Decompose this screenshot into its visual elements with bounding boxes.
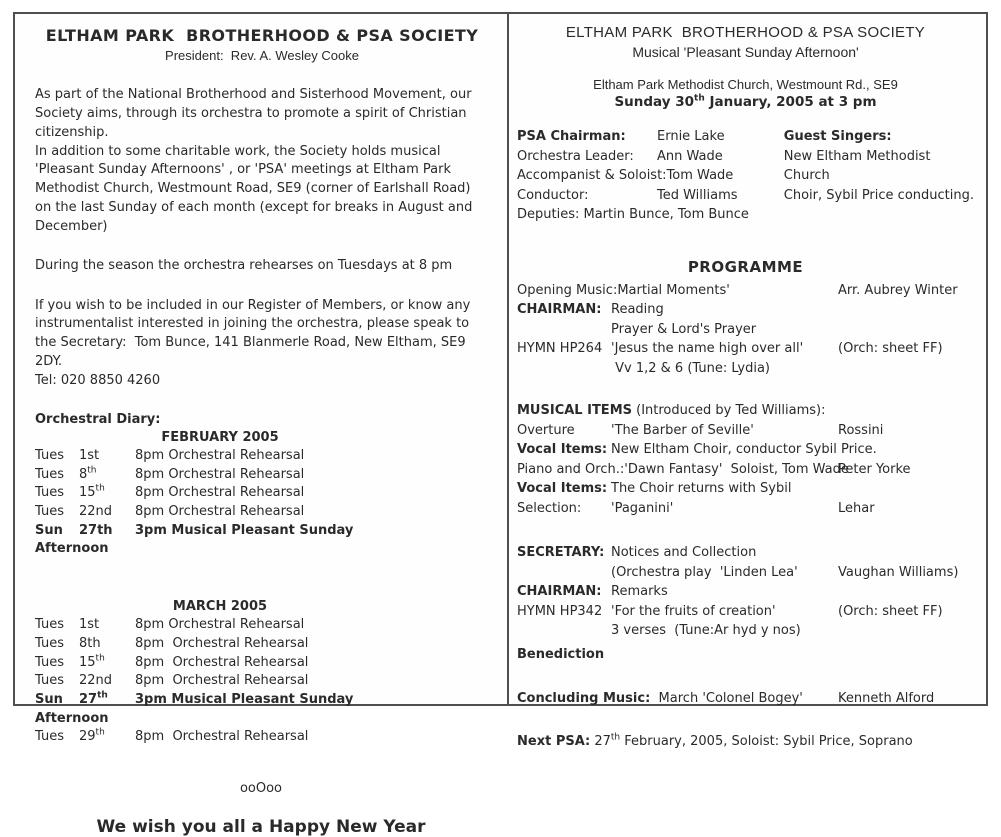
programme-row: Piano and Orch.:'Dawn Fantasy' Soloist, Tom Wade Peter Yorke [517,461,911,477]
president-line: President: Rev. A. Wesley Cooke [165,48,359,63]
officials-section [517,127,974,225]
march-heading: MARCH 2005 [172,599,268,615]
programme-row: Vocal Items: The Choir returns with Sybil [517,481,792,496]
new-year-greeting: We wish you all a Happy New Year [96,817,426,837]
guest-singers-line: New Eltham Methodist Church [783,148,935,183]
february-diary [35,430,405,559]
diary-row: Tues 8th 8pm Orchestral Rehearsal [35,635,309,651]
programme-row: CHAIRMAN: Reading [517,302,664,317]
telephone-line: Tel: 020 8850 4260 [35,372,161,388]
guest-singers-block [784,127,974,225]
secretary-block [517,543,974,664]
march-diary [35,599,405,747]
deputies-line: Deputies: Martin Bunce, Tom Bunce [517,207,749,222]
official-row: Orchestra Leader: Ann Wade [517,148,723,164]
diary-row: Tues 22nd 8pm Orchestral Rehearsal [35,673,309,689]
concluding-music-row: Concluding Music: March 'Colonel Bogey' Kenneth Alford [517,691,935,706]
decorative-separator: ooOoo [239,781,283,797]
left-page [15,14,509,837]
programme-opening-block [517,281,974,379]
intro-paragraphs [35,86,487,237]
guest-singers-line: Choir, Sybil Price conducting. [783,187,974,203]
diary-row-psa: Sun 27th 3pm Musical Pleasant Sunday Afternoon [35,522,358,557]
benediction-line: Benediction [517,646,605,662]
officials-list [517,127,784,225]
programme-row: Overture 'The Barber of Seville' Rossini [517,422,884,438]
programme-row: Opening Music:Martial Moments' Arr. Aubrey Winter [517,282,958,298]
programme-row: Selection: 'Paganini' Lehar [517,500,875,516]
programme-row: HYMN HP264 'Jesus the name high over all' (Orch: sheet FF) [517,341,943,356]
left-page-title: ELTHAM PARK BROTHERHOOD & PSA SOCIETY [45,26,479,45]
programme-row: (Orchestra play 'Linden Lea' Vaughan Williams) [611,564,959,580]
orchestral-diary-heading: Orchestral Diary: [35,411,161,427]
official-row: PSA Chairman: Ernie Lake [517,129,725,144]
programme-row: Prayer & Lord's Prayer [611,321,757,337]
february-heading: FEBRUARY 2005 [161,429,279,445]
intro-paragraph-2: In addition to some charitable work, the Society holds musical 'Pleasant Sunday Afternoons' , or 'PSA' meetings at Eltham Park Methodist Church, Westmount Road, SE9 (corner of Earlshall Road) on the last Sunday of each month (except for breaks in August and December) [35,143,477,234]
musical-items-block [517,401,974,518]
programme-row: HYMN HP342 'For the fruits of creation' (Orch: sheet FF) [517,603,943,619]
venue-line: Eltham Park Methodist Church, Westmount Rd., SE9 [593,77,898,92]
programme-row: Vocal Items: New Eltham Choir, conductor Sybil Price. [517,442,877,457]
diary-row-psa: Sun 27th 3pm Musical Pleasant Sunday Afternoon [35,690,358,726]
programme-row: Vv 1,2 & 6 (Tune: Lydia) [611,360,771,376]
programme-row: 3 verses (Tune:Ar hyd y nos) [611,623,801,638]
diary-row: Tues 22nd 8pm Orchestral Rehearsal [35,503,305,519]
next-psa-row: Next PSA: 27th February, 2005, Soloist: Sybil Price, Soprano [517,732,913,749]
right-page-subtitle: Musical 'Pleasant Sunday Afternoon' [632,44,859,60]
official-row: Accompanist & Soloist:Tom Wade [517,168,734,183]
intro-paragraph-1: As part of the National Brotherhood and Sisterhood Movement, our Society aims, through its orchestra to promote a spirit of Christian citizenship. [35,87,476,140]
event-date: Sunday 30th January, 2005 at 3 pm [614,93,877,110]
right-page [509,14,986,749]
programme-heading: PROGRAMME [687,257,804,276]
membership-text: If you wish to be included in our Register of Members, or know any instrumentalist interested in joining the orchestra, please speak to the Secretary: Tom Bunce, 141 Blanmerle Road, New Eltham, SE9 2DY. [35,297,475,370]
diary-row: Tues 1st 8pm Orchestral Rehearsal [35,447,305,463]
rehearsal-note: During the season the orchestra rehearses on Tuesdays at 8 pm [35,257,453,273]
musical-items-heading: MUSICAL ITEMS (Introduced by Ted Williams): [517,403,826,418]
guest-singers-label: Guest Singers: [783,129,892,144]
diary-row: Tues 29th 8pm Orchestral Rehearsal [35,728,309,745]
diary-row: Tues 15th 8pm Orchestral Rehearsal [35,653,309,670]
right-page-title: ELTHAM PARK BROTHERHOOD & PSA SOCIETY [565,24,926,41]
official-row: Conductor: Ted Williams [517,187,738,203]
programme-row: CHAIRMAN: Remarks [517,584,668,599]
programme-row: SECRETARY: Notices and Collection [517,545,757,560]
programme-sheet [13,12,988,837]
diary-row: Tues 1st 8pm Orchestral Rehearsal [35,617,305,633]
diary-row: Tues 8th 8pm Orchestral Rehearsal [35,465,305,482]
diary-row: Tues 15th 8pm Orchestral Rehearsal [35,483,305,501]
membership-note [35,297,487,391]
